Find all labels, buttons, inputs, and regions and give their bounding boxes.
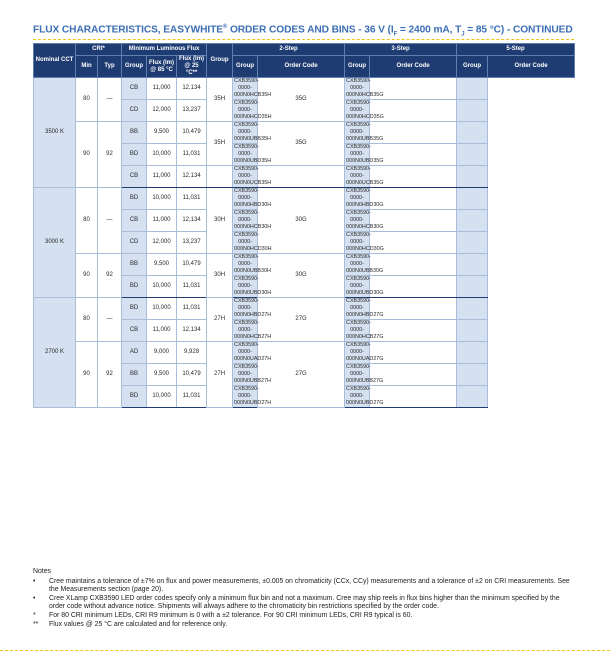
group-3-step-cell: 27G <box>258 298 345 342</box>
note-marker: • <box>33 594 36 602</box>
note-marker: ** <box>33 620 39 628</box>
order-code-3-step: CXB3590-0000-000N0HCD30G <box>346 232 384 252</box>
flux-25-cell: 11,031 <box>177 144 207 166</box>
flux-group-cell: BD <box>122 386 147 408</box>
group-3-step-cell: 30G <box>258 188 345 254</box>
flux-25-cell: 12,134 <box>177 320 207 342</box>
order-code-5-step <box>457 342 488 364</box>
cri-min-cell: 80 <box>76 298 98 342</box>
flux-85-cell: 9,000 <box>147 342 177 364</box>
flux-85-cell: 11,000 <box>147 320 177 342</box>
order-code-2-step: CXB3590-0000-000N0UBB27H <box>234 364 271 384</box>
order-code-3-step: CXB3590-0000-000N0UBD30G <box>346 276 384 296</box>
group-3-step-cell: 35G <box>258 122 345 166</box>
flux-85-cell: 10,000 <box>147 298 177 320</box>
cri-typ-cell: — <box>98 298 122 342</box>
flux-85-cell: 11,000 <box>147 166 177 188</box>
flux-table <box>33 43 575 408</box>
cri-typ-cell: 92 <box>98 342 122 408</box>
order-code-5-step <box>457 188 488 210</box>
note-text: Cree maintains a tolerance of ±7% on flux and power measurements, ±0.005 on chromaticity (CCx, CCy) measurements and a tolerance of ±2 on CRI measurements. See the Measurements section (page 20). <box>49 577 570 594</box>
header-3-step-order-code: Order Code <box>370 56 457 78</box>
flux-85-cell: 10,000 <box>147 276 177 298</box>
order-code-2-step: CXB3590-0000-000N0HCB35H <box>234 78 272 98</box>
flux-25-cell: 11,031 <box>177 386 207 408</box>
flux-group-cell: CD <box>122 100 147 122</box>
note-item <box>33 595 574 612</box>
cct-cell: 2700 K <box>34 298 76 408</box>
flux-group-cell: BD <box>122 144 147 166</box>
cct-cell: 3500 K <box>34 78 76 188</box>
table-row <box>34 342 575 364</box>
note-text: For 80 CRI minimum LEDs, CRI R9 minimum is 0 with a ±2 tolerance. For 90 CRI minimum LEDs, CRI R9 typical is 60. <box>49 611 413 619</box>
order-code-5-step <box>457 254 488 276</box>
flux-85-cell: 10,000 <box>147 144 177 166</box>
order-code-3-step: CXB3590-0000-000N0UBB35G <box>346 122 384 142</box>
order-code-2-step: CXB3590-0000-000N0UAD27H <box>234 342 272 362</box>
flux-25-cell: 12,134 <box>177 78 207 100</box>
cri-typ-cell: — <box>98 78 122 122</box>
cri-typ-cell: — <box>98 188 122 254</box>
order-code-3-step: CXB3590-0000-000N0UBB30G <box>346 254 384 274</box>
flux-group-cell: BD <box>122 298 147 320</box>
group-2-step-cell: 35H <box>207 78 233 122</box>
flux-85-cell: 9,500 <box>147 122 177 144</box>
order-code-2-step: CXB3590-0000-000N0UBD35H <box>234 144 272 164</box>
flux-85-cell: 12,000 <box>147 232 177 254</box>
note-item <box>33 578 574 595</box>
flux-group-cell: CD <box>122 232 147 254</box>
group-2-step-cell: 27H <box>207 298 233 342</box>
flux-25-cell: 10,479 <box>177 122 207 144</box>
order-code-5-step <box>457 232 488 254</box>
order-code-5-step <box>457 144 488 166</box>
order-code-3-step: CXB3590-0000-000N0HCD35G <box>346 100 384 120</box>
flux-25-cell: 13,237 <box>177 100 207 122</box>
flux-25-cell: 9,928 <box>177 342 207 364</box>
cct-cell: 3000 K <box>34 188 76 298</box>
flux-25-cell: 11,031 <box>177 188 207 210</box>
flux-85-cell: 11,000 <box>147 210 177 232</box>
order-code-5-step <box>457 166 488 188</box>
order-code-5-step <box>457 386 488 408</box>
table-row <box>34 298 575 320</box>
order-code-3-step: CXB3590-0000-000N0HCB30G <box>346 210 384 230</box>
order-code-3-step: CXB3590-0000-000N0HBD30G <box>346 188 384 208</box>
order-code-3-step: CXB3590-0000-000N0UBB27G <box>346 364 384 384</box>
flux-25-cell: 13,237 <box>177 232 207 254</box>
flux-85-cell: 12,000 <box>147 100 177 122</box>
order-code-2-step: CXB3590-0000-000N0HBD30H <box>234 188 272 208</box>
group-2-step-cell <box>207 166 233 188</box>
header-nominal-cct: Nominal CCT <box>34 44 76 78</box>
order-code-3-step: CXB3590-0000-000N0UAD27G <box>346 342 384 362</box>
note-marker: • <box>33 577 36 585</box>
group-2-step-cell: 35H <box>207 122 233 166</box>
flux-25-cell: 12,134 <box>177 210 207 232</box>
flux-85-cell: 11,000 <box>147 78 177 100</box>
flux-25-cell: 10,479 <box>177 364 207 386</box>
header-2-step: 2-Step <box>233 44 345 56</box>
order-code-2-step: CXB3590-0000-000N0UBD30H <box>234 276 272 296</box>
header-cri-min: Min <box>76 56 98 78</box>
order-code-2-step: CXB3590-0000-000N0UCB35H <box>234 166 272 186</box>
order-code-2-step: CXB3590-0000-000N0UBD27H <box>234 386 272 406</box>
header-3-step-group: Group <box>345 56 370 78</box>
notes-section <box>33 568 574 629</box>
header-5-step-group: Group <box>457 56 488 78</box>
flux-85-cell: 10,000 <box>147 386 177 408</box>
order-code-5-step <box>457 100 488 122</box>
flux-group-cell: BD <box>122 276 147 298</box>
note-marker: * <box>33 611 36 619</box>
header-flux-25: Flux (lm) @ 25 °C** <box>177 56 207 78</box>
order-code-3-step: CXB3590-0000-000N0HCB35G <box>346 78 384 98</box>
cri-min-cell: 80 <box>76 78 98 122</box>
flux-group-cell: BB <box>122 364 147 386</box>
group-3-step-cell: 35G <box>258 78 345 122</box>
order-code-2-step: CXB3590-0000-000N0UBB35H <box>234 122 271 142</box>
note-item <box>33 612 574 621</box>
header-3-step: 3-Step <box>345 44 457 56</box>
order-code-2-step: CXB3590-0000-000N0HBD27H <box>234 298 272 318</box>
order-code-5-step <box>457 276 488 298</box>
order-code-2-step: CXB3590-0000-000N0HCD30H <box>234 232 272 252</box>
order-code-2-step: CXB3590-0000-000N0HCB27H <box>234 320 272 340</box>
order-code-3-step: CXB3590-0000-000N0UCB35G <box>346 166 384 186</box>
cri-typ-cell: 92 <box>98 122 122 188</box>
flux-85-cell: 9,500 <box>147 254 177 276</box>
group-3-step-cell: 27G <box>258 342 345 408</box>
header-min-flux: Minimum Luminous Flux <box>122 44 207 56</box>
flux-group-cell: BD <box>122 188 147 210</box>
header-2-step-group: Group <box>233 56 258 78</box>
header-cri: CRI* <box>76 44 122 56</box>
cri-min-cell: 90 <box>76 342 98 408</box>
table-row <box>34 188 575 210</box>
table-row <box>34 78 575 100</box>
flux-25-cell: 11,031 <box>177 298 207 320</box>
flux-group-cell: BB <box>122 254 147 276</box>
table-row <box>34 254 575 276</box>
flux-group-cell: CB <box>122 320 147 342</box>
order-code-5-step <box>457 122 488 144</box>
order-code-3-step: CXB3590-0000-000N0UBD27G <box>346 386 384 406</box>
flux-85-cell: 10,000 <box>147 188 177 210</box>
note-text: Flux values @ 25 °C are calculated and for reference only. <box>49 620 228 628</box>
order-code-5-step <box>457 78 488 100</box>
flux-25-cell: 10,479 <box>177 254 207 276</box>
order-code-2-step: CXB3590-0000-000N0UBB30H <box>234 254 271 274</box>
order-code-5-step <box>457 298 488 320</box>
footer-divider <box>0 650 610 651</box>
header-2-step-order-code: Order Code <box>258 56 345 78</box>
notes-title: Notes <box>33 568 52 575</box>
order-code-3-step: CXB3590-0000-000N0HCB27G <box>346 320 384 340</box>
flux-25-cell: 12,134 <box>177 166 207 188</box>
flux-group-cell: CB <box>122 210 147 232</box>
order-code-2-step: CXB3590-0000-000N0HCB30H <box>234 210 272 230</box>
order-code-5-step <box>457 320 488 342</box>
flux-group-cell: CB <box>122 78 147 100</box>
flux-25-cell: 11,031 <box>177 276 207 298</box>
title-divider <box>33 39 574 40</box>
order-code-3-step: CXB3590-0000-000N0HBD27G <box>346 298 384 318</box>
header-flux-bin-group: Group <box>207 44 233 78</box>
flux-group-cell: AD <box>122 342 147 364</box>
cri-min-cell: 90 <box>76 254 98 298</box>
table-row <box>34 122 575 144</box>
note-item <box>33 621 574 630</box>
order-code-5-step <box>457 364 488 386</box>
group-3-step-cell: 30G <box>258 254 345 298</box>
header-flux-85: Flux (lm) @ 85 °C <box>147 56 177 78</box>
header-5-step: 5-Step <box>457 44 575 56</box>
flux-group-cell: BB <box>122 122 147 144</box>
cri-typ-cell: 92 <box>98 254 122 298</box>
cri-min-cell: 80 <box>76 188 98 254</box>
order-code-5-step <box>457 210 488 232</box>
page-title: FLUX CHARACTERISTICS, EASYWHITE® ORDER CODES AND BINS - 36 V ($I_F = 2400$ mA, $T_J = 85$ °C) - CONTINUED <box>33 24 573 38</box>
note-text: Cree XLamp CXB3590 LED order codes specify only a minimum flux bin and not a maximum. Cree may ship reels in flux bins higher than the minimum specified by the order code without advance notice. Shipments will always adhere to the chromaticity bin restrictions specified by the order code. <box>49 594 560 611</box>
flux-group-cell: CB <box>122 166 147 188</box>
group-2-step-cell: 30H <box>207 188 233 254</box>
order-code-2-step: CXB3590-0000-000N0HCD35H <box>234 100 272 120</box>
flux-85-cell: 9,500 <box>147 364 177 386</box>
header-5-step-order-code: Order Code <box>488 56 575 78</box>
order-code-3-step: CXB3590-0000-000N0UBD35G <box>346 144 384 164</box>
header-flux-group: Group <box>122 56 147 78</box>
group-2-step-cell: 27H <box>207 342 233 408</box>
cri-min-cell: 90 <box>76 122 98 188</box>
group-2-step-cell: 30H <box>207 254 233 298</box>
header-cri-typ: Typ <box>98 56 122 78</box>
